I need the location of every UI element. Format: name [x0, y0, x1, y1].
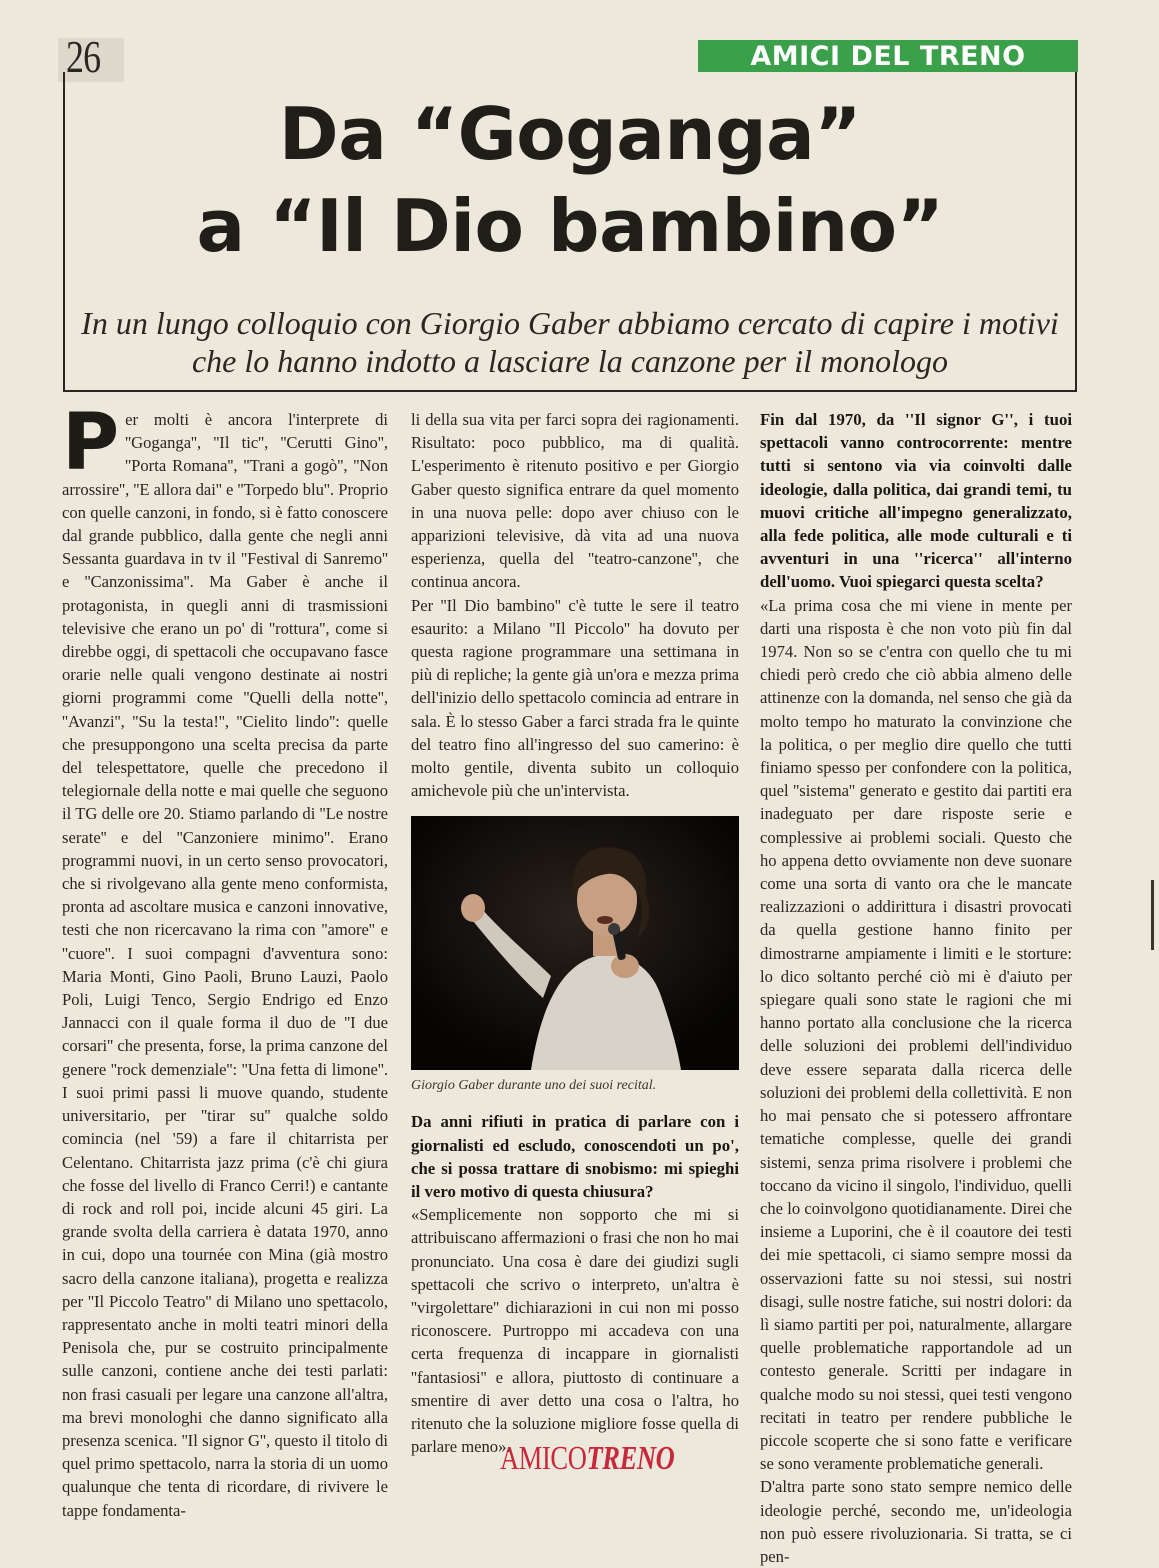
- column-2-paragraph-2: Per ''Il Dio bambino'' c'è tutte le sere il teatro esaurito: a Milano ''Il Piccolo'' ha dovuto per questa ragione programmare una settimana in più di repliche; la gente già un'ora e mezza prima dell'inizio dello spettacolo comincia ad entrare in sala. È lo stesso Gaber a farci strada fra le quinte del teatro fino all'ingresso del suo camerino: è molto gentile, diventa subito un colloquio amichevole più che un'intervista.: [411, 595, 739, 801]
- frame-right-rule: [1075, 72, 1077, 390]
- column-1: [62, 398, 388, 1522]
- photo-caption: Giorgio Gaber durante uno dei suoi recital.: [411, 1078, 657, 1094]
- article-subtitle: [70, 304, 1070, 380]
- answer-1: «Semplicemente non sopporto che mi si attribuiscano affermazioni o frasi che non ho mai pronunciato. Una cosa è dare dei giudizi sugli spettacoli che scrivo o interpreto, un'altra è ''virgolettare'' dichiarazioni in cui non mi posso riconoscere. Purtroppo mi accadeva con una certa frequenza di incappare in giornalisti ''fantasiosi'' e allora, piuttosto di continuare a smentire di aver detto una cosa o l'altra, ho ritenuto che la soluzione migliore fosse quella di parlare meno».: [411, 1205, 739, 1457]
- page-edge-mark: [1151, 880, 1154, 950]
- section-label: AMICI DEL TRENO: [750, 40, 1026, 72]
- page-number: 26: [66, 31, 101, 82]
- intro-text: er molti è ancora l'interprete di ''Goganga'', ''Il tic'', ''Cerutti Gino'', ''Porta Romana'', ''Trani a gogò'', ''Non arrossire'', ''E allora dai'' e ''Torpedo blu''. Proprio con quelle canzoni, in fondo, si è fatto conoscere dal grande pubblico, dalla gente che negli anni Sessanta guardava in tv il ''Festival di Sanremo'' e ''Canzonissima''. Ma Gaber è anche il protagonista, in quegli anni di trasmissioni televisive che erano un po' di ''rottura'', come si direbbe oggi, di spettacoli che occupavano fasce orarie nelle quali vengono destinate ai nostri giorni programmi come ''Quelli della notte'', ''Avanzi'', ''Su la testa!'', ''Cielito lindo'': quelle che presuppongono una scelta precisa da parte del telespettatore, quelle che precedono il telegiornale della notte e mai quelle che seguono il TG delle ore 20. Stiamo parlando di ''Le nostre serate'' e del ''Canzoniere minimo''. Erano programmi nuovi, in un certo senso provocatori, che si rivolgevano alla gente meno conformista, pronta ad ascoltare musica e canzoni innovative, testi che non ricercavano la rima con ''amore'' e ''cuore''. I suoi compagni d'avventura sono: Maria Monti, Gino Paoli, Bruno Lauzi, Paolo Poli, Luigi Tenco, Sergio Endrigo ed Enzo Jannacci con il quale forma il duo de ''I due corsari'' che presenta, forse, la prima canzone del genere ''rock demenziale'': ''Una fetta di limone''. I suoi primi passi li muove quando, studente universitario, per ''tirar su'' qualche soldo comincia (nel '59) a fare il chitarrista per Celentano. Chitarrista jazz prima (c'è chi giura che fosse del livello di Franco Cerri!) e cantante di rock and roll poi, incide alcuni 45 giri. La grande svolta della carriera è datata 1970, anno in cui, dopo una tournée con Mina (già mostro sacro della canzone italiana), progetta e realizza per ''Il Piccolo Teatro'' di Milano uno spettacolo, rappresentato anche in molti teatri minori della Penisola che, pur se costruito principalmente sulle canzoni, contiene anche dei testi parlati: non frasi casuali per legare una canzone all'altra, ma brevi monologhi che danno significato alla presenza scenica. ''Il signor G'', questo il titolo di quel primo spettacolo, narra la storia di un uomo qualunque che tenta di ricordare, di rivivere le tappe fondamenta-: [62, 410, 388, 1520]
- article-title: [70, 88, 1070, 272]
- logo-part-b: TRENO: [586, 1440, 675, 1477]
- title-line-2: a “Il Dio bambino”: [196, 184, 944, 268]
- amicotreno-logo: [500, 1440, 675, 1478]
- header-divider: [63, 390, 1077, 392]
- section-banner: [698, 40, 1078, 72]
- concert-photo: [411, 816, 739, 1070]
- intro-paragraph: [62, 398, 388, 1522]
- column-2: [411, 408, 739, 1459]
- logo-part-a: AMICO: [500, 1440, 587, 1477]
- answer-2: «La prima cosa che mi viene in mente per darti una risposta è che non voto più fin dal 1974. Non so se c'entra con quello che tu mi chiedi però credo che ciò abbia almeno delle attinenze con la domanda, nel senso che già da molto tempo ho maturato la convinzione che la politica, o per meglio dire quello che tutti finiamo spesso per confondere con la politica, quel ''sistema'' generato e gestito dai partiti era inadeguato per dare risposte serie e complessive ai problemi sociali. Questo che ho appena detto ovviamente non deve suonare come una sorta di vanto ora che le mancate realizzazioni o addirittura i disastri provocati da quella gestione hanno finito per dimostrarne ampiamente i limiti e le storture: lo dico soltanto perché ciò mi è d'aiuto per spiegare quali sono state le ragioni che mi hanno portato alla conclusione che la ricerca delle soluzioni dei problemi dell'individuo deve essere separata dalla ricerca delle soluzioni dei problemi della collettività. E non ho mai pensato che si potessero affrontare tematiche complesse, quelle dei grandi sistemi, senza prima risolvere i problemi che toccano da vicino il singolo, l'individuo, quelli che lo coinvolgono quotidianamente. Direi che insieme a Luporini, che è il coautore dei testi dei mie spettacoli, ci siamo sempre mossi da osservazioni fatte su noi stessi, sui nostri disagi, sulle nostre fatiche, sui nostri dolori: da lì siamo partiti per poi, naturalmente, allargare quelle problematiche rapportandole ad un contesto generale. Scritti per indagare in qualche modo su noi stessi, quei testi vengono recitati in teatro per rendere pubbliche le piccole scoperte che si sono fatte e verificare se sono veramente problematiche generali.: [760, 595, 1072, 1474]
- column-2-paragraph-1: li della sua vita per farci sopra dei ragionamenti. Risultato: poco pubblico, ma di qualità. L'esperimento è ritenuto positivo e per Giorgio Gaber questo significa entrare da quel momento in una nuova pelle: dopo aver chiuso con le apparizioni televisive, dà vita ad una nuova esperienza, quella del ''teatro-canzone'', che continua ancora.: [411, 410, 739, 592]
- singer-illustration: [411, 816, 739, 1070]
- drop-cap: P: [62, 398, 120, 488]
- answer-2-continued: D'altra parte sono stato sempre nemico delle ideologie perché, secondo me, un'ideologia non può essere rivoluzionaria. Si tratta, se ci pen-: [760, 1477, 1072, 1566]
- column-3: [760, 408, 1072, 1568]
- frame-left-rule: [63, 72, 65, 390]
- subtitle-line-1: In un lungo colloquio con Giorgio Gaber abbiamo cercato di capire i motivi: [81, 305, 1059, 341]
- title-line-1: Da “Goganga”: [278, 92, 862, 176]
- subtitle-line-2: che lo hanno indotto a lasciare la canzone per il monologo: [191, 343, 949, 379]
- question-2: Fin dal 1970, da ''Il signor G'', i tuoi spettacoli vanno controcorrente: mentre tutti si sentono via via coinvolti dalle ideologie, dalla politica, dai grandi temi, tu muovi critiche all'impegno generalizzato, alla fede politica, alle mode culturali e ti avventuri in una ''ricerca'' all'interno dell'uomo. Vuoi spiegarci questa scelta?: [760, 410, 1072, 592]
- question-1: Da anni rifiuti in pratica di parlare con i giornalisti ed escludo, conoscendoti un po', che si possa trattare di snobismo: mi spieghi il vero motivo di questa chiusura?: [411, 1112, 739, 1202]
